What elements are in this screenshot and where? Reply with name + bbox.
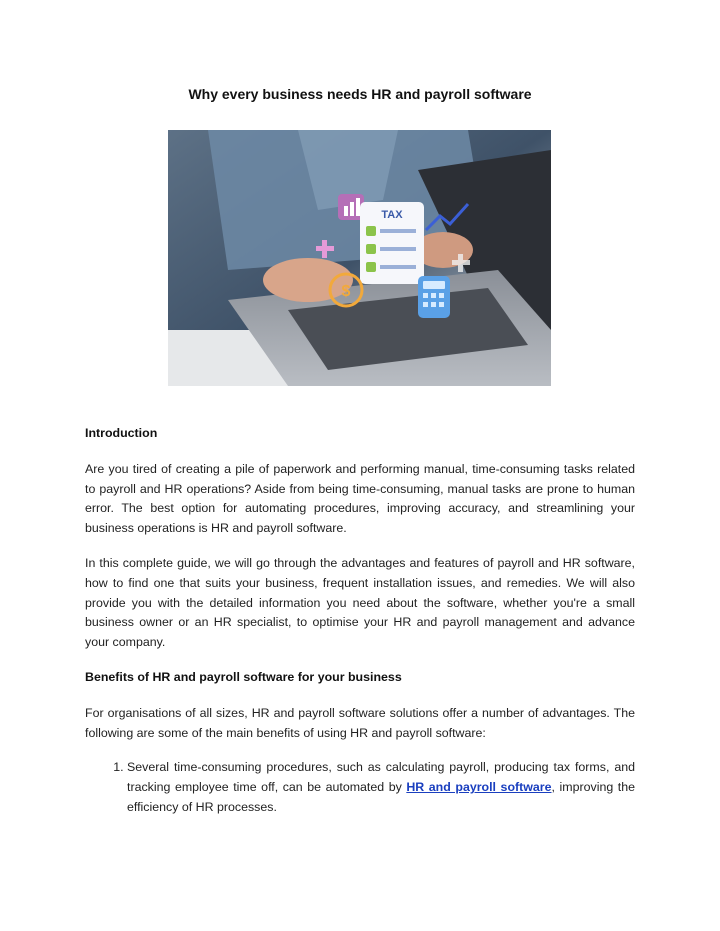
section-heading-introduction: Introduction xyxy=(85,426,158,440)
svg-text:$: $ xyxy=(341,283,351,300)
list-item: 1. Several time-consuming procedures, such as calculating payroll, producing tax forms, and tracking employee time off, can be automated by HR and payroll software, improving the efficiency of HR processes. xyxy=(127,758,635,817)
paragraph: For organisations of all sizes, HR and payroll software solutions offer a number of advantages. The following are some of the main benefits of using HR and payroll software: xyxy=(85,705,635,740)
page-title: Why every business needs HR and payroll software xyxy=(188,86,532,102)
hero-image xyxy=(168,130,551,386)
paragraph: Are you tired of creating a pile of paperwork and performing manual, time-consuming tasks related to payroll and HR operations? Aside from being time-consuming, manual tasks are prone to human error. The best option for automating procedures, improving accuracy, and streamlining your business operations is HR and payroll software. xyxy=(85,461,635,536)
article-body xyxy=(85,424,635,818)
calculator-icon xyxy=(418,276,450,318)
section-heading-benefits: Benefits of HR and payroll software for your business xyxy=(85,669,402,684)
laptop-tax-illustration xyxy=(168,130,551,386)
paragraph: In this complete guide, we will go through the advantages and features of payroll and HR software, how to find one that suits your business, frequent installation issues, and remedies. We will also provide you with the detailed information you need about the software, whether you're a small business owner or an HR specialist, to optimise your HR and payroll management and advance your company. xyxy=(85,555,635,650)
benefits-list xyxy=(85,758,635,817)
hr-payroll-software-link[interactable]: HR and payroll software xyxy=(406,780,552,795)
svg-text:TAX: TAX xyxy=(381,209,403,221)
tax-document-icon xyxy=(360,202,424,284)
